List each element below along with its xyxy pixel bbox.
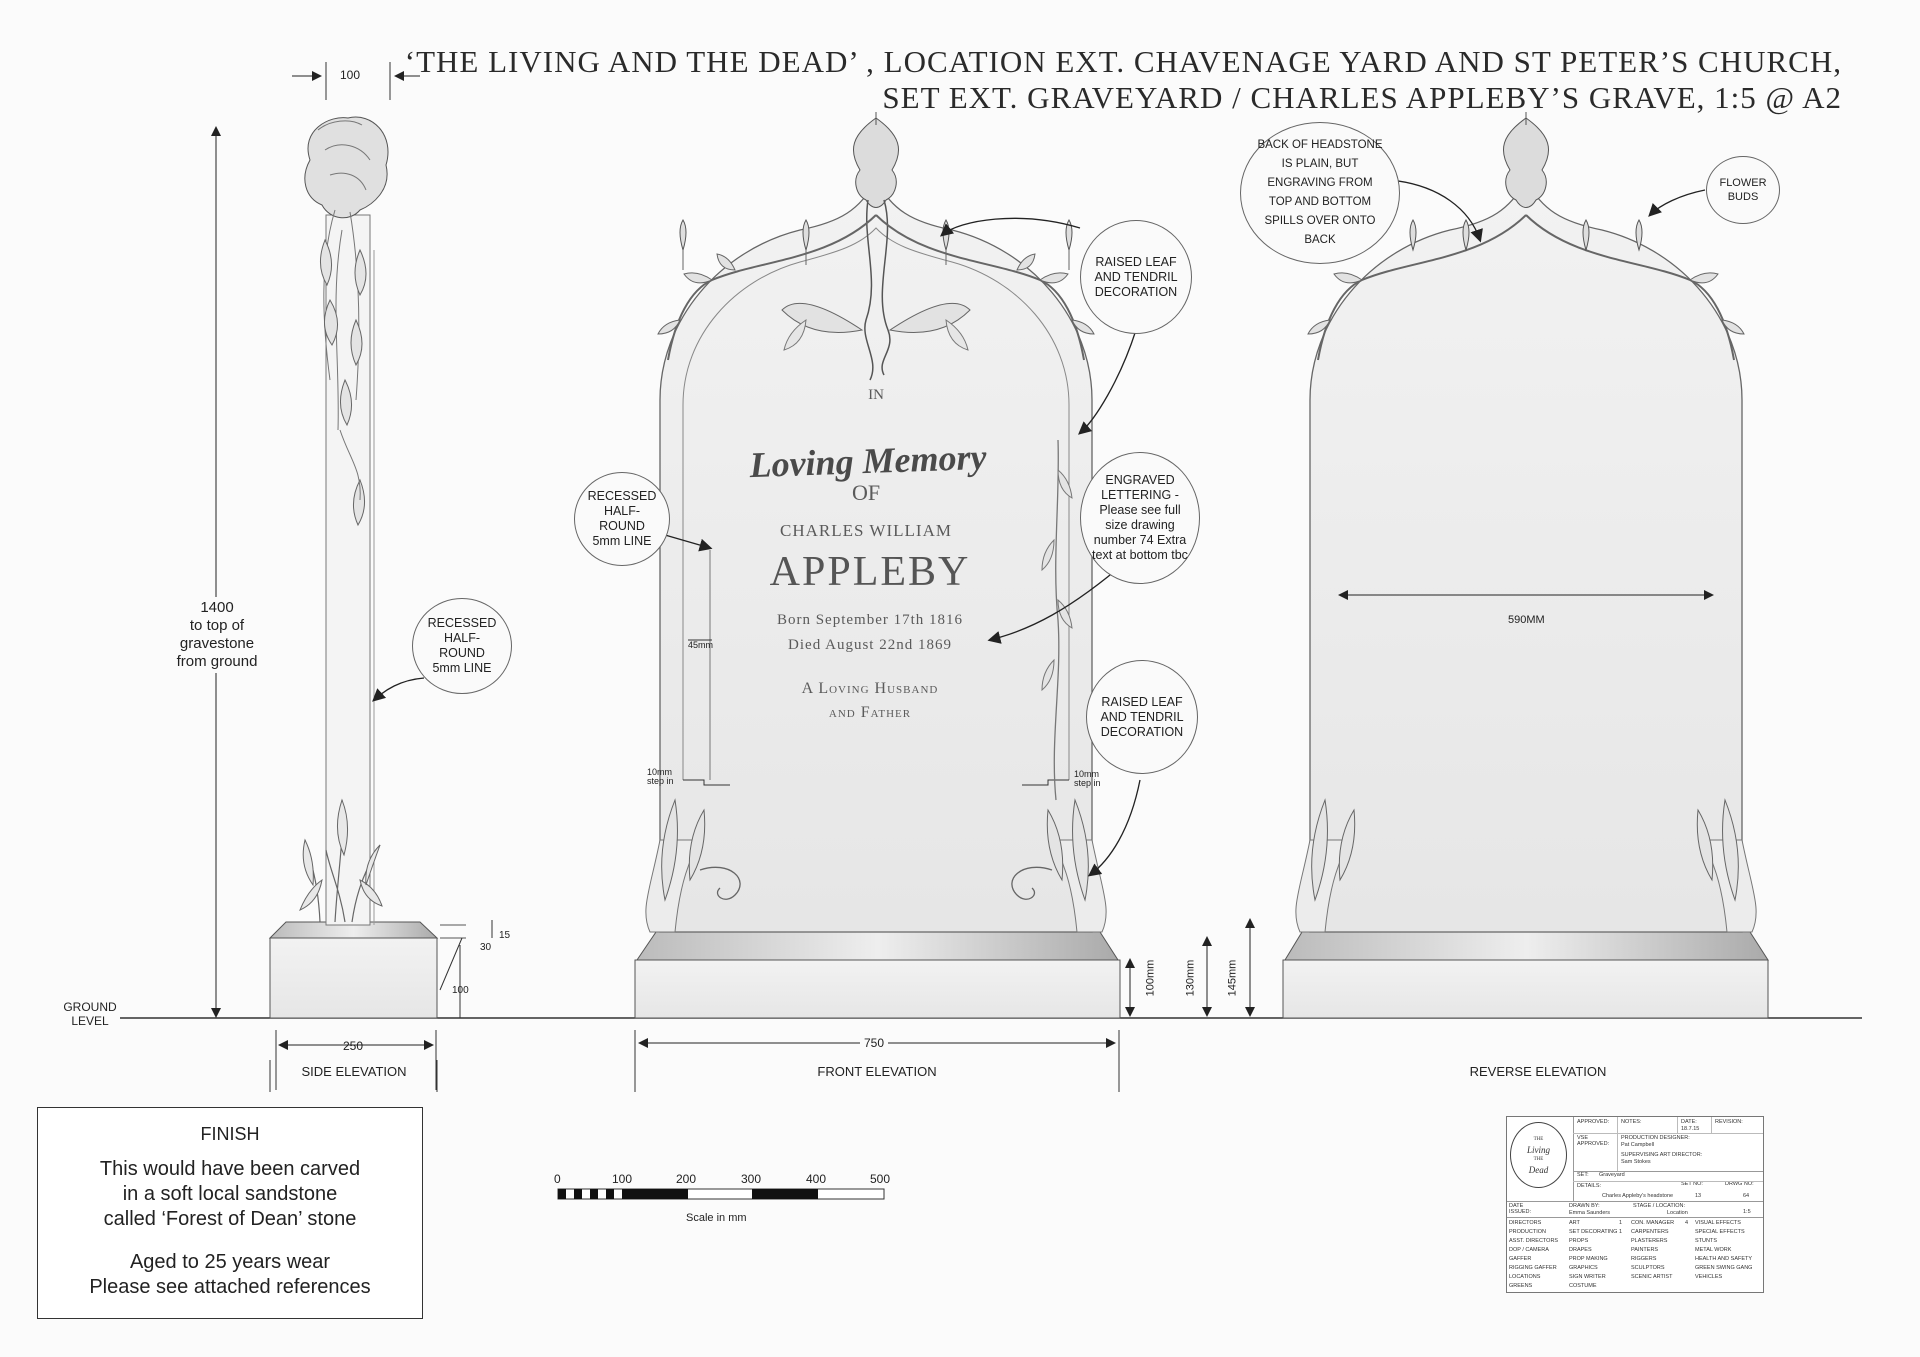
front-step-left: 10mm step in bbox=[647, 767, 674, 786]
tb-notes: NOTES: bbox=[1621, 1119, 1642, 1125]
tb-crew: DRAPES bbox=[1569, 1247, 1592, 1253]
tb-details-label: DETAILS: bbox=[1577, 1183, 1602, 1189]
finish-line-4: Aged to 25 years wear bbox=[129, 1251, 331, 1273]
tb-scale-value: 1:5 bbox=[1743, 1209, 1751, 1215]
tb-date: DATE: bbox=[1681, 1119, 1697, 1125]
tb-crew: VISUAL EFFECTS bbox=[1695, 1220, 1741, 1226]
engraving-name-line-1: CHARLES WILLIAM bbox=[780, 521, 952, 540]
scale-tick-400: 400 bbox=[806, 1172, 827, 1186]
tb-crew: STUNTS bbox=[1695, 1238, 1717, 1244]
show-logo bbox=[1510, 1122, 1567, 1188]
front-width: 750 bbox=[860, 1036, 888, 1050]
callout-raised-decoration-top bbox=[1080, 220, 1192, 334]
tb-drwg-no: DRWG NO: bbox=[1725, 1181, 1754, 1187]
side-top-width: 100 bbox=[340, 68, 361, 82]
side-dim-30: 30 bbox=[480, 942, 492, 953]
tb-crew: SPECIAL EFFECTS bbox=[1695, 1229, 1745, 1235]
scale-bar bbox=[558, 1189, 884, 1199]
tb-crew: CON. MANAGER bbox=[1631, 1220, 1675, 1226]
tb-crew: DIRECTORS bbox=[1509, 1220, 1542, 1226]
tb-crew: ASST. DIRECTORS bbox=[1509, 1238, 1559, 1244]
callout-raised-bottom-text: RAISED LEAF AND TENDRIL DECORATION bbox=[1100, 694, 1184, 739]
scale-caption: Scale in mm bbox=[686, 1212, 747, 1224]
callout-recessed-front-text: RECESSED HALF-ROUND 5mm LINE bbox=[587, 489, 657, 548]
front-dim-130mm: 130mm bbox=[1184, 959, 1197, 997]
callout-back-text: BACK OF HEADSTONE IS PLAIN, BUT ENGRAVING FROM TOP AND BOTTOM SPILLS OVER ONTO BACK bbox=[1257, 139, 1383, 246]
tb-crew: METAL WORK bbox=[1695, 1247, 1732, 1253]
tb-crew: PROP MAKING bbox=[1569, 1256, 1608, 1262]
callout-flower-buds-text: FLOWER BUDS bbox=[1719, 177, 1767, 203]
tb-revision: REVISION: bbox=[1715, 1119, 1743, 1125]
engraving-surname: APPLEBY bbox=[769, 549, 971, 595]
tb-crew: GREEN SWING GANG bbox=[1695, 1265, 1753, 1271]
tb-crew: GRAPHICS bbox=[1569, 1265, 1598, 1271]
tb-set-value: Graveyard bbox=[1599, 1172, 1625, 1178]
tb-crew: GAFFER bbox=[1509, 1256, 1532, 1262]
tb-details-value: Charles Appleby's headstone bbox=[1602, 1193, 1674, 1199]
engraving-born: Born September 17th 1816 bbox=[776, 612, 964, 628]
tb-crew-count: 1 bbox=[1619, 1229, 1623, 1235]
tb-set-no: SET NO: bbox=[1681, 1181, 1703, 1187]
tb-set-label: SET: bbox=[1577, 1172, 1589, 1178]
tb-crew: ART bbox=[1569, 1220, 1580, 1226]
callout-engraved-lettering bbox=[1080, 452, 1200, 584]
callout-flower-buds bbox=[1706, 156, 1780, 224]
tb-crew: LOCATIONS bbox=[1509, 1274, 1541, 1280]
callout-raised-top-text: RAISED LEAF AND TENDRIL DECORATION bbox=[1094, 254, 1178, 299]
engraving-in: IN bbox=[868, 387, 884, 403]
engraving-father: and Father bbox=[828, 704, 912, 721]
logo-text-2: Living bbox=[1526, 1145, 1550, 1155]
reverse-elevation-label: REVERSE ELEVATION bbox=[1469, 1064, 1607, 1079]
tb-crew: RIGGING GAFFER bbox=[1509, 1265, 1557, 1271]
finish-line-3: called ‘Forest of Dean’ stone bbox=[103, 1208, 357, 1230]
tb-drawn-name: Emma Saunders bbox=[1569, 1210, 1610, 1216]
drawing-title-line-2: SET EXT. GRAVEYARD / CHARLES APPLEBY’S GRAVE, 1:5 @ A2 bbox=[882, 80, 1842, 115]
tb-sad-name: Sam Stokes bbox=[1621, 1159, 1651, 1165]
callout-recessed-line-front bbox=[574, 472, 670, 566]
side-height-text-2: gravestone bbox=[179, 635, 255, 652]
tb-date-2: DATE bbox=[1509, 1203, 1524, 1209]
tb-crew: PROPS bbox=[1569, 1238, 1589, 1244]
side-elevation bbox=[216, 62, 492, 1090]
tb-set-no-value: 13 bbox=[1695, 1193, 1702, 1199]
scale-tick-100: 100 bbox=[612, 1172, 633, 1186]
ground-level-label bbox=[63, 1000, 116, 1028]
logo-text-4: Dead bbox=[1528, 1165, 1549, 1175]
ground-label-2: LEVEL bbox=[71, 1014, 109, 1028]
front-dim-100mm: 100mm bbox=[1144, 959, 1157, 997]
tb-crew: VEHICLES bbox=[1695, 1274, 1723, 1280]
reverse-width: 590MM bbox=[1508, 614, 1545, 626]
side-dim-15: 15 bbox=[499, 930, 511, 941]
finish-line-2: in a soft local sandstone bbox=[122, 1183, 338, 1205]
side-elevation-label: SIDE ELEVATION bbox=[301, 1064, 407, 1079]
finish-notes-box bbox=[37, 1107, 423, 1319]
callout-recessed-side-text: RECESSED HALF-ROUND 5mm LINE bbox=[427, 616, 497, 675]
tb-stage-value: Location bbox=[1667, 1210, 1688, 1216]
side-height-text-1: to top of bbox=[189, 617, 245, 634]
engraving-loving-memory: Loving Memory bbox=[748, 436, 988, 486]
drawing-title-line-1: ‘THE LIVING AND THE DEAD’ , LOCATION EXT. CHAVENAGE YARD AND ST PETER’S CHURCH, bbox=[404, 44, 1842, 79]
tb-stage: STAGE / LOCATION: bbox=[1633, 1203, 1686, 1209]
scale-tick-300: 300 bbox=[741, 1172, 762, 1186]
front-step-right: 10mm step in bbox=[1074, 769, 1101, 788]
tb-crew: PLASTERERS bbox=[1631, 1238, 1668, 1244]
side-height-label bbox=[177, 597, 258, 673]
tb-vse: VSE APPROVED: bbox=[1577, 1135, 1610, 1147]
side-dim-100: 100 bbox=[452, 985, 469, 996]
tb-drwg-no-value: 64 bbox=[1743, 1193, 1750, 1199]
finish-heading: FINISH bbox=[200, 1124, 260, 1144]
tb-crew: SCULPTORS bbox=[1631, 1265, 1665, 1271]
front-dim-45mm: 45mm bbox=[688, 640, 714, 650]
tb-issued: ISSUED: bbox=[1509, 1209, 1532, 1215]
ground-label-1: GROUND bbox=[63, 1000, 117, 1014]
logo-text-1: THE bbox=[1533, 1137, 1544, 1142]
tb-crew: GREENS bbox=[1509, 1283, 1533, 1289]
tb-crew: RIGGERS bbox=[1631, 1256, 1657, 1262]
tb-crew: DOP / CAMERA bbox=[1509, 1247, 1549, 1253]
tb-crew: PAINTERS bbox=[1631, 1247, 1659, 1253]
callout-back-of-headstone bbox=[1240, 122, 1400, 264]
tb-crew: SET DECORATING bbox=[1569, 1229, 1618, 1235]
tb-crew: CARPENTERS bbox=[1631, 1229, 1669, 1235]
tb-crew-count: 1 bbox=[1619, 1220, 1623, 1226]
scale-tick-0: 0 bbox=[554, 1172, 561, 1186]
tb-approved: APPROVED: bbox=[1577, 1119, 1610, 1125]
finish-line-1: This would have been carved bbox=[99, 1158, 361, 1180]
side-height-value: 1400 bbox=[200, 599, 234, 616]
front-elevation-label: FRONT ELEVATION bbox=[817, 1064, 937, 1079]
front-dim-145mm: 145mm bbox=[1226, 959, 1239, 997]
tb-sad-label: SUPERVISING ART DIRECTOR: bbox=[1621, 1152, 1703, 1158]
tb-pd-name: Pat Campbell bbox=[1621, 1142, 1655, 1148]
tb-crew: PRODUCTION bbox=[1509, 1229, 1546, 1235]
side-height-text-3: from ground bbox=[176, 653, 258, 670]
tb-crew: SIGN WRITER bbox=[1569, 1274, 1606, 1280]
logo-text-3: THE bbox=[1533, 1157, 1544, 1162]
tb-date-value: 18.7.15 bbox=[1681, 1126, 1700, 1132]
engraving-died: Died August 22nd 1869 bbox=[788, 637, 952, 653]
tb-crew-count: 4 bbox=[1685, 1220, 1689, 1226]
engraving-husband: A Loving Husband bbox=[801, 680, 939, 697]
callout-raised-decoration-bottom bbox=[1086, 660, 1198, 774]
callout-engraved-text: ENGRAVED LETTERING - Please see full size drawing number 74 Extra text at bottom tbc bbox=[1092, 473, 1188, 562]
tb-crew: SCENIC ARTIST bbox=[1631, 1274, 1673, 1280]
engraving-of: OF bbox=[851, 480, 881, 505]
tb-crew: HEALTH AND SAFETY bbox=[1695, 1256, 1753, 1262]
callout-recessed-line-side bbox=[412, 598, 512, 694]
tb-drawn-by: DRAWN BY: bbox=[1569, 1203, 1600, 1209]
scale-tick-200: 200 bbox=[676, 1172, 697, 1186]
side-base-width: 250 bbox=[343, 1039, 364, 1053]
title-block bbox=[1506, 1116, 1764, 1293]
tb-crew: COSTUME bbox=[1569, 1283, 1597, 1289]
finish-line-5: Please see attached references bbox=[89, 1276, 371, 1298]
tb-pd-label: PRODUCTION DESIGNER: bbox=[1621, 1135, 1690, 1141]
scale-tick-500: 500 bbox=[870, 1172, 891, 1186]
